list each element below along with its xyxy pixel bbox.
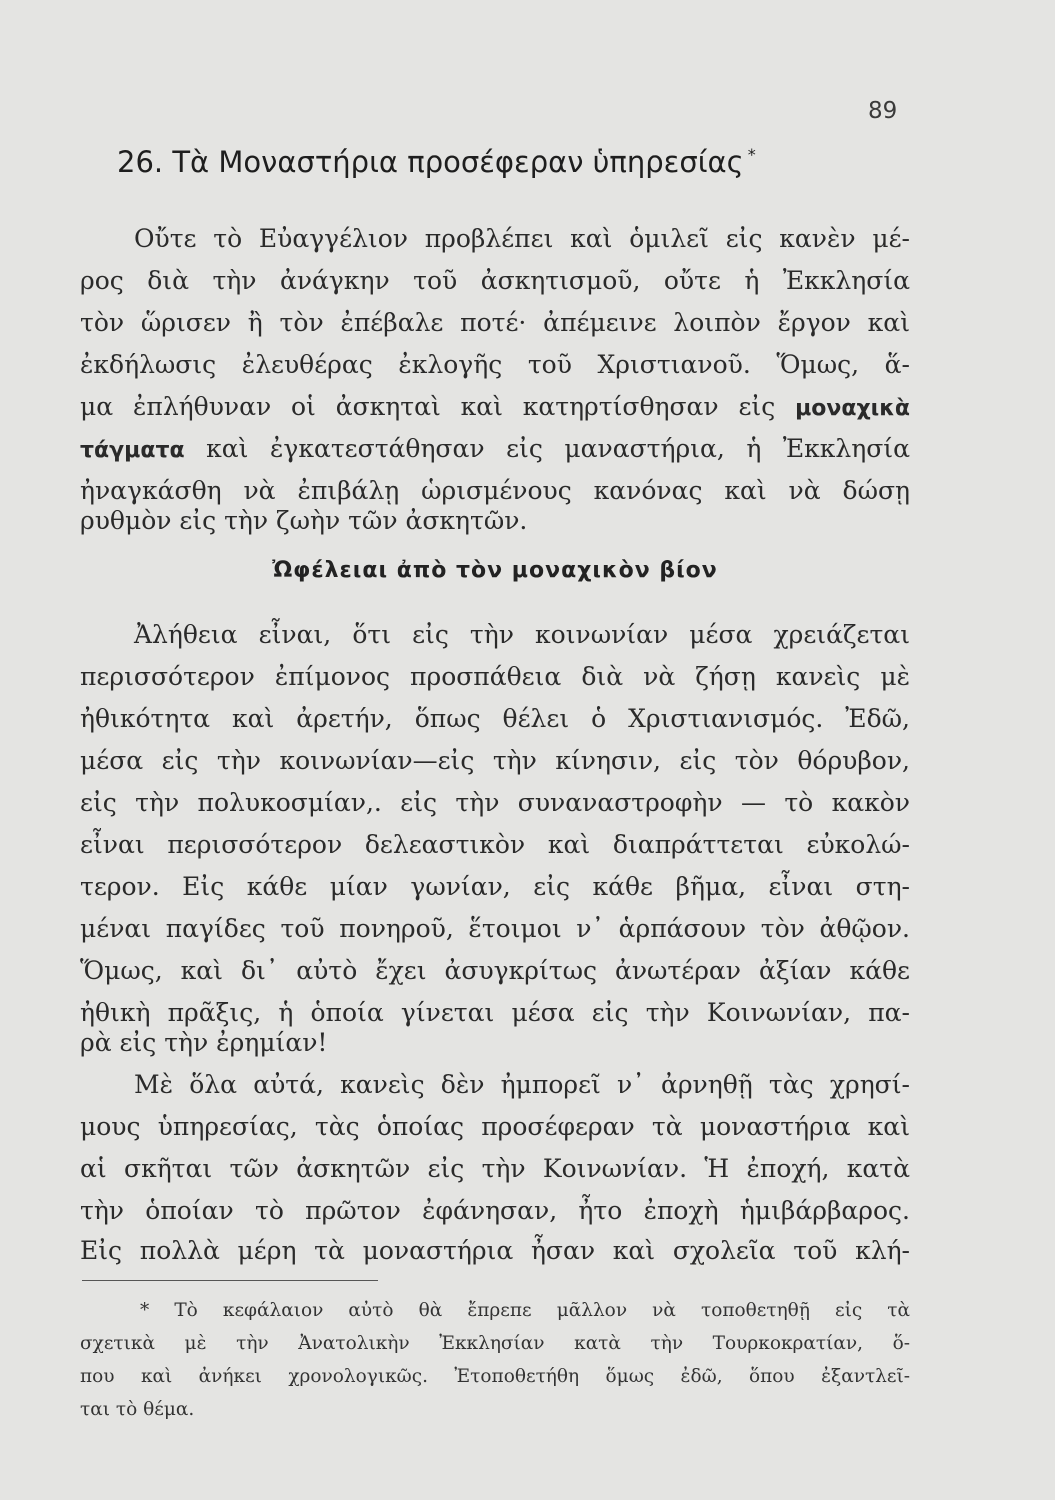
footnote-marker: * [747, 145, 756, 164]
paragraph-2-line: ρὰ εἰς τὴν ἐρημίαν! [80, 1028, 328, 1057]
paragraph-3-line: αἱ σκῆται τῶν ἀσκητῶν εἰς τὴν Κοινωνίαν. Ἡ ἐποχή, κατὰ [80, 1154, 910, 1183]
paragraph-2-line: περισσότερον ἐπίμονος προσπάθεια διὰ νὰ ζήσῃ κανεὶς μὲ [80, 662, 910, 691]
paragraph-1-text: καὶ ἐγκατεστάθησαν εἰς μαναστήρια, ἡ Ἐκκλησία [206, 434, 910, 463]
paragraph-1-line: ἠναγκάσθη νὰ ἐπιβάλῃ ὡρισμένους κανόνας καὶ νὰ δώσῃ [80, 476, 910, 505]
paragraph-2-line: μέναι παγίδες τοῦ πονηροῦ, ἕτοιμοι ν᾽ ἁρπάσουν τὸν ἀθῷον. [80, 914, 910, 943]
paragraph-1-line: Οὔτε τὸ Εὐαγγέλιον προβλέπει καὶ ὁμιλεῖ εἰς κανὲν μέ- [134, 224, 910, 253]
footnote-line: * Τὸ κεφάλαιον αὐτὸ θὰ ἔπρεπε μᾶλλον νὰ τοποθετηθῇ εἰς τὰ [140, 1300, 910, 1321]
footnote-line: ται τὸ θέμα. [80, 1399, 195, 1420]
paragraph-3-line: μους ὑπηρεσίας, τὰς ὁποίας προσέφεραν τὰ μοναστήρια καὶ [80, 1112, 910, 1141]
emphasis-text: μοναχικὰ [795, 396, 910, 421]
paragraph-1-line: ρος διὰ τὴν ἀνάγκην τοῦ ἀσκητισμοῦ, οὔτε ἡ Ἐκκλησία [80, 266, 910, 295]
chapter-title-text: 26. Τὰ Μοναστήρια προσέφεραν ὑπηρεσίας [117, 145, 744, 179]
paragraph-2-line: εἶναι περισσότερον δελεαστικὸν καὶ διαπράττεται εὐκολώ- [80, 830, 910, 859]
paragraph-2-line: εἰς τὴν πολυκοσμίαν,. εἰς τὴν συναναστροφὴν — τὸ κακὸν [80, 788, 910, 817]
footnote-line: σχετικὰ μὲ τὴν Ἀνατολικὴν Ἐκκλησίαν κατὰ τὴν Τουρκοκρατίαν, ὅ- [80, 1333, 910, 1354]
section-heading: Ὠφέλειαι ἀπὸ τὸν μοναχικὸν βίον [272, 558, 718, 583]
paragraph-2-line: ἠθικότητα καὶ ἀρετήν, ὅπως θέλει ὁ Χριστιανισμός. Ἐδῶ, [80, 704, 910, 733]
footnote-line: που καὶ ἀνήκει χρονολογικῶς. Ἐτοποθετήθη ὅμως ἐδῶ, ὅπου ἐξαντλεῖ- [80, 1366, 910, 1387]
emphasis-text: τάγματα [80, 438, 185, 463]
paragraph-1-line [80, 430, 910, 468]
paragraph-3-line: Εἰς πολλὰ μέρη τὰ μοναστήρια ἦσαν καὶ σχολεῖα τοῦ κλή- [80, 1236, 910, 1265]
paragraph-1-line: τὸν ὥρισεν ἢ τὸν ἐπέβαλε ποτέ· ἀπέμεινε λοιπὸν ἔργον καὶ [80, 308, 910, 337]
paragraph-3-line: τὴν ὁποίαν τὸ πρῶτον ἐφάνησαν, ἦτο ἐποχὴ ἡμιβάρβαρος. [80, 1196, 910, 1225]
paragraph-2-line: Ἀλήθεια εἶναι, ὅτι εἰς τὴν κοινωνίαν μέσα χρειάζεται [134, 620, 910, 649]
paragraph-1-line [80, 388, 910, 426]
paragraph-2-line: μέσα εἰς τὴν κοινωνίαν—εἰς τὴν κίνησιν, εἰς τὸν θόρυβον, [80, 746, 910, 775]
paragraph-2-line: Ὅμως, καὶ δι᾽ αὐτὸ ἔχει ἀσυγκρίτως ἀνωτέραν ἀξίαν κάθε [80, 956, 910, 985]
paragraph-1-line: ἐκδήλωσις ἐλευθέρας ἐκλογῆς τοῦ Χριστιανοῦ. Ὅμως, ἅ- [80, 350, 910, 379]
paragraph-1-text: μα ἐπλήθυναν οἱ ἀσκηταὶ καὶ κατηρτίσθησαν εἰς [80, 392, 776, 421]
page-number: 89 [868, 98, 898, 124]
footnote-divider [82, 1280, 378, 1281]
paragraph-2-line: ἠθικὴ πρᾶξις, ἡ ὁποία γίνεται μέσα εἰς τὴν Κοινωνίαν, πα- [80, 998, 910, 1027]
paragraph-3-line: Μὲ ὅλα αὐτά, κανεὶς δὲν ἠμπορεῖ ν᾽ ἀρνηθῇ τὰς χρησί- [134, 1070, 910, 1099]
chapter-title [117, 145, 917, 179]
paragraph-1-line: ρυθμὸν εἰς τὴν ζωὴν τῶν ἀσκητῶν. [80, 506, 528, 535]
paragraph-2-line: τερον. Εἰς κάθε μίαν γωνίαν, εἰς κάθε βῆμα, εἶναι στη- [80, 872, 910, 901]
